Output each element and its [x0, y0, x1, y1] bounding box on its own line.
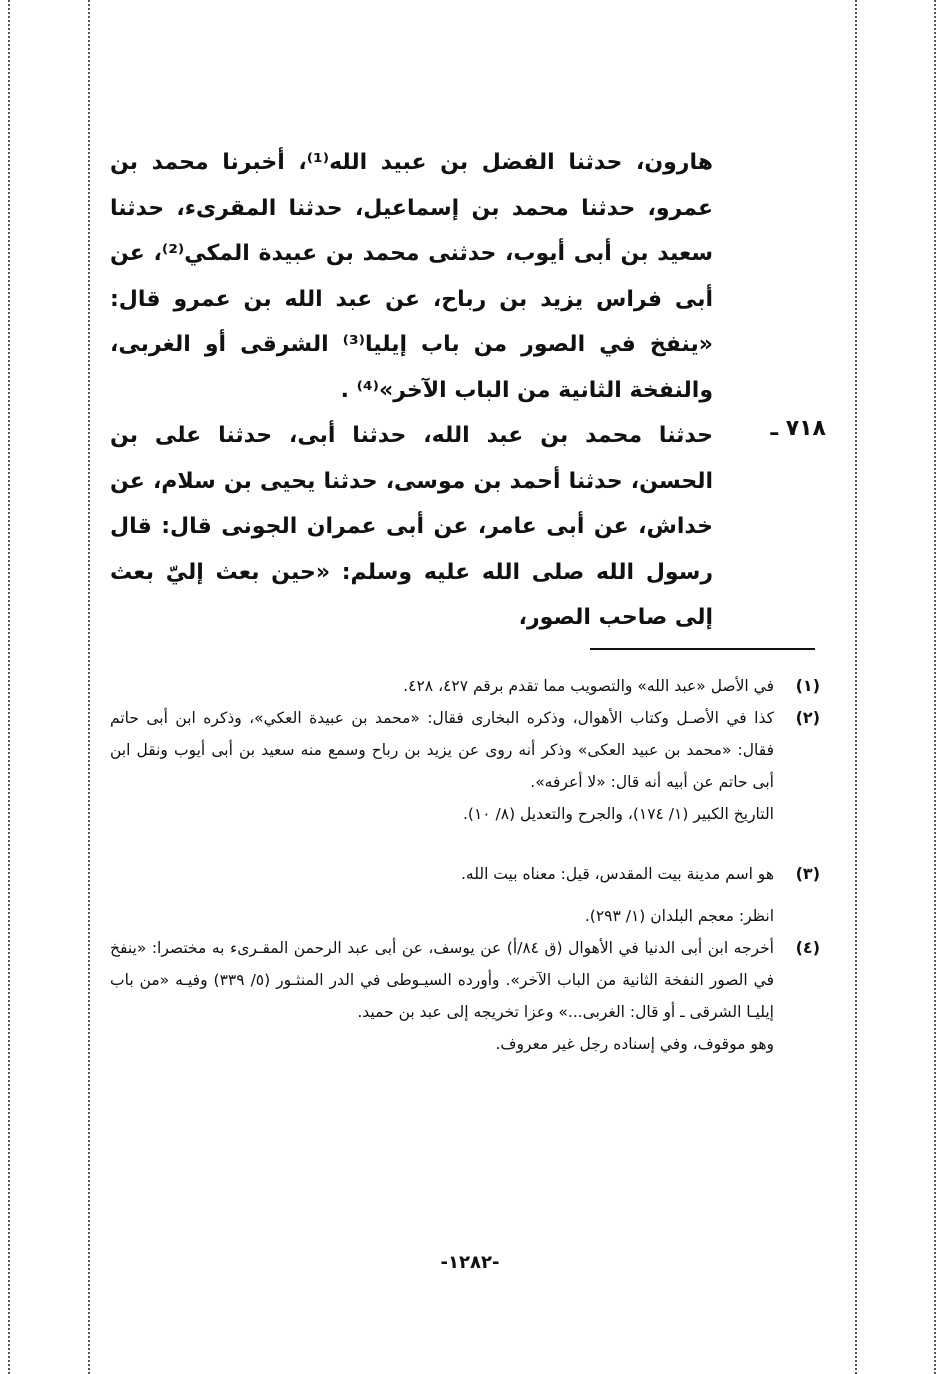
- footnotes-section: [110, 670, 820, 1060]
- footnote-line: التاريخ الكبير (١/ ١٧٤)، والجرح والتعديل (٨/ ١٠).: [462, 805, 774, 823]
- footnote-3: [110, 858, 820, 932]
- footnote-number: (٣): [795, 864, 820, 883]
- scan-guide-line: [934, 0, 936, 1374]
- footnote-number: (٢): [795, 708, 820, 727]
- hadith-number: ٧١٨ ـ: [770, 416, 826, 441]
- footnote-1: [110, 670, 820, 702]
- footnote-separator: [590, 648, 815, 650]
- footnote-body: [110, 932, 774, 1060]
- footnote-line: كذا في الأصـل وكتاب الأهوال، وذكره البخارى فقال: «محمد بن عبيدة العكي»، وذكره ابن أبى حاتم فقال: «محمد بن عبيد العكى» وذكر أنه روى عن يزيد بن رباح وسمع منه سعيد بن أبى أيوب ونقل ابن أبى حاتم عن أبيه أنه قال: «لا أعرفه».: [110, 709, 774, 791]
- footnote-body: [110, 702, 774, 830]
- footnote-line: في الأصل «عبد الله» والتصويب مما تقدم برقم ٤٢٧، ٤٢٨.: [403, 677, 774, 695]
- page-number: -١٢٨٢-: [440, 1252, 500, 1273]
- scan-guide-line: [8, 0, 10, 1374]
- footnote-body: [110, 670, 774, 702]
- footnote-4: [110, 932, 820, 1060]
- footnote-number: (١): [795, 676, 820, 695]
- footnote-line: وهو موقوف، وفي إسناده رجل غير معروف.: [495, 1035, 774, 1053]
- footnote-number: (٤): [795, 938, 820, 957]
- footnote-gap: [110, 830, 820, 858]
- main-paragraph-continuation: هارون، حدثنا الفضل بن عبيد الله⁽¹⁾، أخبرنا محمد بن عمرو، حدثنا محمد بن إسماعيل، حدثنا المقرىء، حدثنا سعيد بن أبى أيوب، حدثنى محمد بن عبيدة المكي⁽²⁾، عن أبى فراس يزيد بن رباح، عن عبد الله بن عمرو قال: «ينفخ في الصور من باب إيليا⁽³⁾ الشرقى أو الغربى، والنفخة الثانية من الباب الآخر»⁽⁴⁾ .: [110, 150, 713, 403]
- scan-guide-line: [855, 0, 857, 1374]
- scan-guide-line: [88, 0, 90, 1374]
- main-paragraph-hadith-718: حدثنا محمد بن عبد الله، حدثنا أبى، حدثنا على بن الحسن، حدثنا أحمد بن موسى، حدثنا يحيى بن سلام، عن خداش، عن أبى عامر، عن أبى عمران الجونى قال: قال رسول الله صلى الله عليه وسلم: «حين بعث إليّ بعث إلى صاحب الصور،: [110, 423, 713, 630]
- footnote-line: أخرجه ابن أبى الدنيا في الأهوال (ق ٨٤/أ) عن يوسف، عن أبى عبد الرحمن المقـرىء به مختصرا: «ينفخ في الصور النفخة الثانية من الباب الآخر». وأورده السيـوطى في الدر المنثـور (٥/ ٣٣٩) وفيـه «من باب إيليـا الشرقى ـ أو قال: الغربى...» وعزا تخريجه إلى عبد بن حميد.: [110, 939, 774, 1021]
- footnote-body: [110, 858, 774, 932]
- footnote-line: انظر: معجم البلدان (١/ ٢٩٣).: [584, 907, 774, 925]
- main-text-block: [110, 140, 713, 641]
- footnote-2: [110, 702, 820, 830]
- footnote-line: هو اسم مدينة بيت المقدس، قيل: معناه بيت الله.: [460, 865, 774, 883]
